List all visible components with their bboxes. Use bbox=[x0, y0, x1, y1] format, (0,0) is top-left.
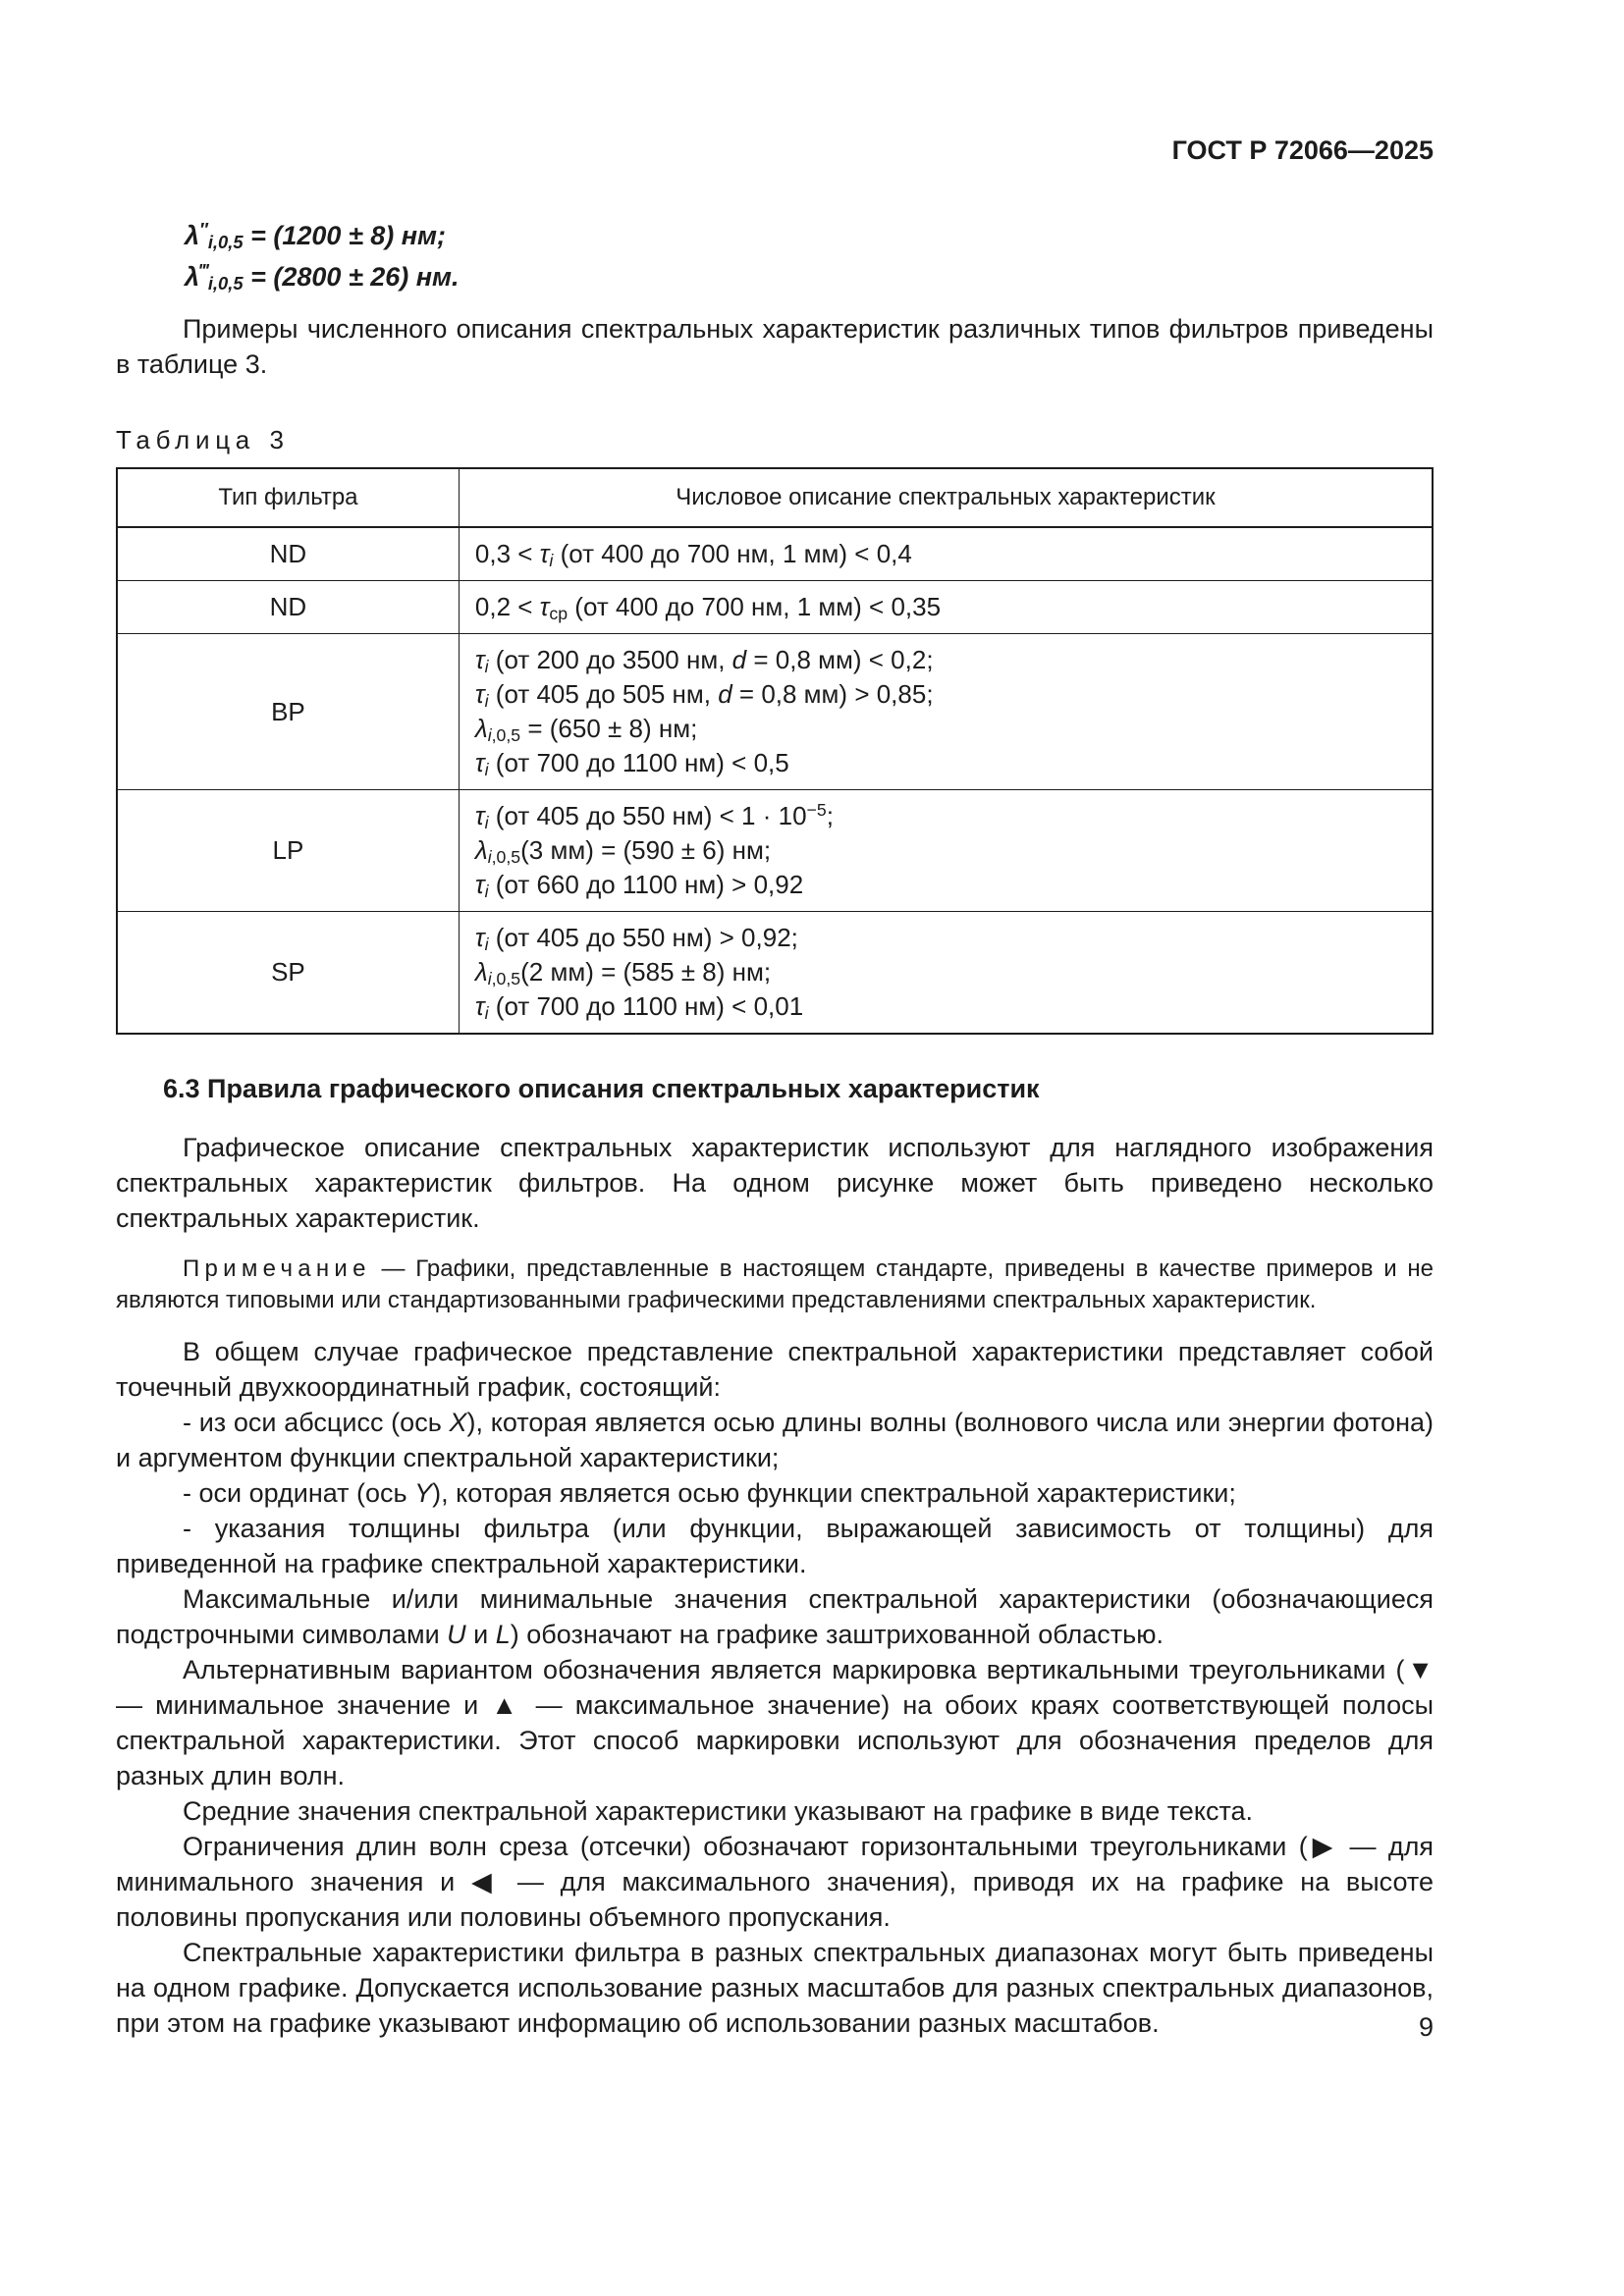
table-caption-number: 3 bbox=[269, 425, 284, 454]
description-line: $\tau_i$ (от 405 до 550 $нм) < 1 \cdot 10^{-5}$; bbox=[474, 800, 834, 832]
table-row bbox=[117, 527, 1433, 581]
description-line: $\tau_i$ (от 200 до 3500 нм, d = 0,8 мм) < 0,2; bbox=[474, 645, 934, 676]
list-item: - оси ординат (ось Y), которая является осью функции спектральной характеристики; bbox=[183, 1478, 1236, 1508]
paragraph: Графическое описание спектральных характеристик используют для наглядного изображения спектральных характеристик фильтров. На одном рисунке может быть приведено несколько спектральных характеристик. bbox=[116, 1133, 1434, 1233]
running-header: ГОСТ Р 72066—2025 bbox=[1171, 135, 1434, 165]
filter-type-cell: LP bbox=[117, 790, 459, 912]
filter-type-cell: ND bbox=[117, 581, 459, 634]
paragraph: Максимальные и/или минимальные значения спектральной характеристики (обозначающиеся подстрочными символами U и L) обозначают на графике заштрихованной областью. bbox=[116, 1584, 1434, 1649]
filter-type-cell: ND bbox=[117, 527, 459, 581]
list-item: - из оси абсцисс (ось X), которая является осью длины волны (волнового числа или энергии фотона) и аргументом функции спектральной характеристики; bbox=[116, 1408, 1434, 1472]
table-header-row bbox=[117, 468, 1433, 527]
page-content bbox=[116, 135, 1434, 2041]
list-item: - указания толщины фильтра (или функции, выражающей зависимость от толщины) для приведенной на графике спектральной характеристики. bbox=[116, 1514, 1434, 1578]
description-cell bbox=[459, 790, 1433, 912]
description-line: $0,2 < \tau_{ср}$ (от 400 до 700 нм, 1 мм) < 0,35 bbox=[474, 592, 942, 623]
description-cell bbox=[459, 912, 1433, 1035]
section-heading-6-3: 6.3 Правила графического описания спектральных характеристик bbox=[163, 1074, 1040, 1103]
description-line: $\lambda_{i,0,5}(3$ мм) = (590 ± 6) нм; bbox=[474, 835, 772, 867]
description-line: $\tau_i$ (от 405 до 550 нм) > 0,92; bbox=[474, 923, 798, 954]
table-row bbox=[117, 912, 1433, 1035]
description-cell bbox=[459, 634, 1433, 790]
table-caption-label: Таблица bbox=[116, 425, 255, 454]
col-header-filter-type: Тип фильтра bbox=[117, 468, 459, 527]
description-line: $\lambda_{i,0,5} = (650 \pm 8)$ нм; bbox=[474, 714, 698, 745]
paragraph: Ограничения длин волн среза (отсечки) обозначают горизонтальными треугольниками (▶ — для минимального значения и ◀ — для максимального значения), приводя их на графике на высоте половины пропускания или половины объемного пропускания. bbox=[116, 1832, 1434, 1932]
table-caption bbox=[116, 425, 1434, 455]
note-label: Примечание bbox=[183, 1255, 371, 1282]
description-line: $\tau_i$ (от 405 до 505 нм, d = 0,8 мм) > 0,85; bbox=[474, 679, 934, 711]
description-line: $\tau_i$ (от 700 до 1100 нм) < 0,01 bbox=[474, 991, 804, 1023]
description-line: $0,3 < \tau_i$ (от 400 до 700 нм, 1 мм) < 0,4 bbox=[474, 539, 912, 570]
page-number: 9 bbox=[1418, 2012, 1434, 2042]
paragraph: Средние значения спектральной характеристики указывают на графике в виде текста. bbox=[183, 1796, 1254, 1826]
note bbox=[116, 1254, 1434, 1316]
formula-lambda-triple-prime: $\lambda^‴_{i,0,5} = (2800 \pm 26)$ нм. bbox=[185, 259, 460, 294]
filter-type-cell: SP bbox=[117, 912, 459, 1035]
note-text: — Графики, представленные в настоящем стандарте, приведены в качестве примеров и не являются типовыми или стандартизованными графическими представлениями спектральных характеристик. bbox=[116, 1255, 1435, 1313]
paragraph: Альтернативным вариантом обозначения является маркировка вертикальными треугольниками (▼ — минимальное значение и ▲ — максимальное значение) на обоих краях соответствующей полосы спектральной характеристики. Этот способ маркировки используют для обозначения пределов для разных длин волн. bbox=[116, 1655, 1434, 1790]
formula-lambda-double-prime: $\lambda''_{i,0,5} = (1200 \pm 8)$ нм; bbox=[185, 218, 446, 253]
description-cell bbox=[459, 581, 1433, 634]
description-line: $\tau_i$ (от 660 до 1100 нм) > 0,92 bbox=[474, 870, 804, 901]
description-cell bbox=[459, 527, 1433, 581]
col-header-description: Числовое описание спектральных характеристик bbox=[459, 468, 1433, 527]
table-row bbox=[117, 790, 1433, 912]
table-3 bbox=[116, 467, 1434, 1035]
paragraph: Спектральные характеристики фильтра в разных спектральных диапазонах могут быть приведены на одном графике. Допускается использование разных масштабов для разных спектральных диапазонов, при этом на графике указывают информацию об использовании разных масштабов. bbox=[116, 1938, 1434, 2038]
description-line: $\lambda_{i,0,5}(2$ мм) = (585 ± 8) нм; bbox=[474, 957, 772, 988]
paragraph: В общем случае графическое представление спектральной характеристики представляет собой точечный двухкоординатный график, состоящий: bbox=[116, 1337, 1434, 1402]
description-line: $\tau_i$ (от 700 до 1100 нм) < 0,5 bbox=[474, 748, 789, 779]
table-row bbox=[117, 634, 1433, 790]
filter-type-cell: BP bbox=[117, 634, 459, 790]
intro-paragraph: Примеры численного описания спектральных характеристик различных типов фильтров приведены в таблице 3. bbox=[116, 314, 1434, 379]
table-row bbox=[117, 581, 1433, 634]
